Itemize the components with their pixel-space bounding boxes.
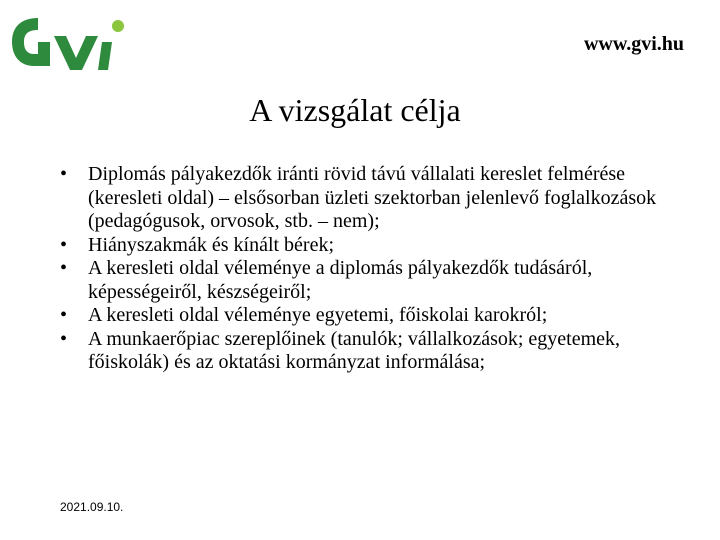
bullet-text: A keresleti oldal véleménye a diplomás pályakezdők tudásáról, képességeiről, készségeiről; [88,257,593,303]
bullet-item [60,234,660,258]
gvi-logo [8,12,126,74]
bullet-icon: • [60,257,68,279]
bullet-text: Diplomás pályakezdők iránti rövid távú vállalati kereslet felmérése (keresleti oldal) – elsősorban üzleti szektorban jelenlevő foglalkozások (pedagógusok, orvosok, stb. – nem); [88,163,657,232]
bullet-icon: • [60,304,68,326]
bullet-icon: • [60,163,68,185]
bullet-text: A munkaerőpiac szereplőinek (tanulók; vállalkozások; egyetemek, főiskolák) és az oktatási kormányzat informálása; [88,327,621,373]
bullet-text: Hiányszakmák és kínált bérek; [88,233,335,256]
bullet-item [60,163,660,234]
bullet-item [60,328,660,375]
bullet-icon: • [60,327,68,350]
website-url[interactable]: www.gvi.hu [583,33,684,55]
slide-date: 2021.09.10. [60,500,124,514]
bullet-list [60,163,660,375]
bullet-icon: • [60,233,68,256]
bullet-item [60,304,660,328]
bullet-item [60,257,660,304]
slide-title: A vizsgálat célja [249,92,461,128]
bullet-text: A keresleti oldal véleménye egyetemi, főiskolai karokról; [88,304,548,326]
